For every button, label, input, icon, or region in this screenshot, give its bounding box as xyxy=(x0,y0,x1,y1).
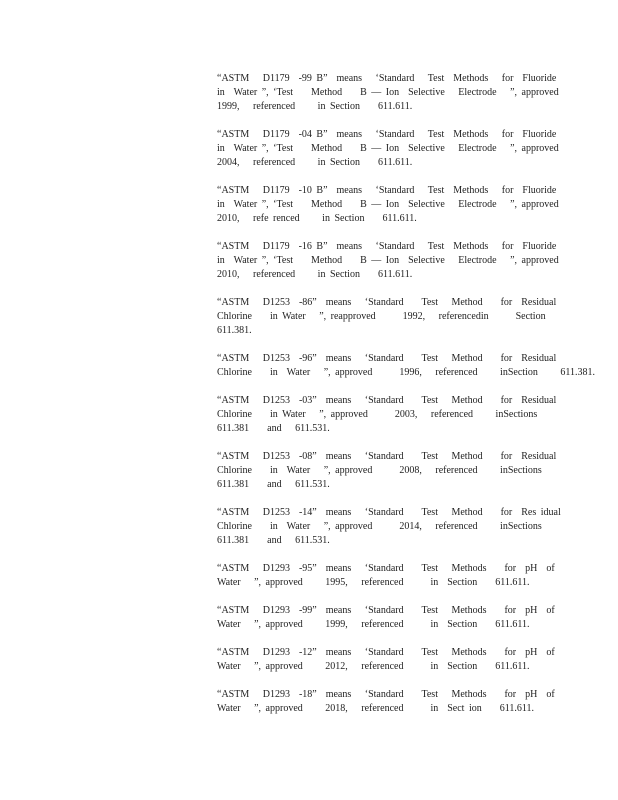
definition-astm-d1293-12 xyxy=(217,646,555,674)
definition-line: “ASTM D1253 -03” means ‘Standard Test Method for Residual xyxy=(217,395,557,406)
definition-line: Chlorine in Water ”, approved 2008, referenced inSections xyxy=(217,465,542,476)
definition-line: 2010, referenced in Section 611.611. xyxy=(217,269,413,280)
definition-line: “ASTM D1293 -99” means ‘Standard Test Methods for pH of xyxy=(217,605,555,616)
definition-line: in Water ”, ‘Test Method B — Ion Selective Electrode ”, approved xyxy=(217,87,559,98)
definition-line: Chlorine in Water ”, approved 2003, referenced inSections xyxy=(217,409,538,420)
definition-line: “ASTM D1293 -95” means ‘Standard Test Methods for pH of xyxy=(217,563,555,574)
definition-astm-d1179-04b xyxy=(217,128,559,170)
definition-line: 1999, referenced in Section 611.611. xyxy=(217,101,413,112)
definition-line: 611.381 and 611.531. xyxy=(217,479,330,490)
definition-astm-d1253-86 xyxy=(217,296,557,338)
definition-line: “ASTM D1179 -10 B” means ‘Standard Test Methods for Fluoride xyxy=(217,185,557,196)
definition-astm-d1253-96 xyxy=(217,352,595,380)
definition-line: “ASTM D1253 -86” means ‘Standard Test Method for Residual xyxy=(217,297,557,308)
definition-line: 611.381. xyxy=(217,325,252,336)
definition-line: 2010, refe renced in Section 611.611. xyxy=(217,213,417,224)
definition-line: 611.381 and 611.531. xyxy=(217,423,330,434)
definition-line: Chlorine in Water ”, reapproved 1992, referencedin Section xyxy=(217,311,546,322)
definition-line: 611.381 and 611.531. xyxy=(217,535,330,546)
definition-line: in Water ”, ‘Test Method B — Ion Selective Electrode ”, approved xyxy=(217,199,559,210)
definition-astm-d1253-14 xyxy=(217,506,561,548)
definition-astm-d1179-16b xyxy=(217,240,559,282)
definition-line: Water ”, approved 1999, referenced in Section 611.611. xyxy=(217,619,530,630)
definition-line: “ASTM D1293 -12” means ‘Standard Test Methods for pH of xyxy=(217,647,555,658)
definition-astm-d1253-03 xyxy=(217,394,557,436)
definition-line: “ASTM D1293 -18” means ‘Standard Test Methods for pH of xyxy=(217,689,555,700)
definition-line: “ASTM D1179 -04 B” means ‘Standard Test Methods for Fluoride xyxy=(217,129,557,140)
definitions-list xyxy=(217,72,595,730)
definition-line: Chlorine in Water ”, approved 1996, referenced inSection 611.381. xyxy=(217,367,595,378)
definition-astm-d1293-95 xyxy=(217,562,555,590)
definition-line: “ASTM D1179 -16 B” means ‘Standard Test Methods for Fluoride xyxy=(217,241,557,252)
definition-line: “ASTM D1253 -96” means ‘Standard Test Method for Residual xyxy=(217,353,557,364)
definition-astm-d1293-18 xyxy=(217,688,555,716)
definition-line: Chlorine in Water ”, approved 2014, referenced inSections xyxy=(217,521,542,532)
definition-line: 2004, referenced in Section 611.611. xyxy=(217,157,413,168)
definition-astm-d1253-08 xyxy=(217,450,557,492)
definition-astm-d1179-10b xyxy=(217,184,559,226)
definition-line: in Water ”, ‘Test Method B — Ion Selective Electrode ”, approved xyxy=(217,143,559,154)
definition-line: in Water ”, ‘Test Method B — Ion Selective Electrode ”, approved xyxy=(217,255,559,266)
definition-line: Water ”, approved 2012, referenced in Section 611.611. xyxy=(217,661,530,672)
definition-line: “ASTM D1253 -14” means ‘Standard Test Method for Res idual xyxy=(217,507,561,518)
definition-line: “ASTM D1253 -08” means ‘Standard Test Method for Residual xyxy=(217,451,557,462)
definition-line: Water ”, approved 2018, referenced in Sect ion 611.611. xyxy=(217,703,534,714)
definition-astm-d1293-99 xyxy=(217,604,555,632)
definition-line: Water ”, approved 1995, referenced in Section 611.611. xyxy=(217,577,530,588)
definition-line: “ASTM D1179 -99 B” means ‘Standard Test Methods for Fluoride xyxy=(217,73,557,84)
definition-astm-d1179-99b xyxy=(217,72,559,114)
